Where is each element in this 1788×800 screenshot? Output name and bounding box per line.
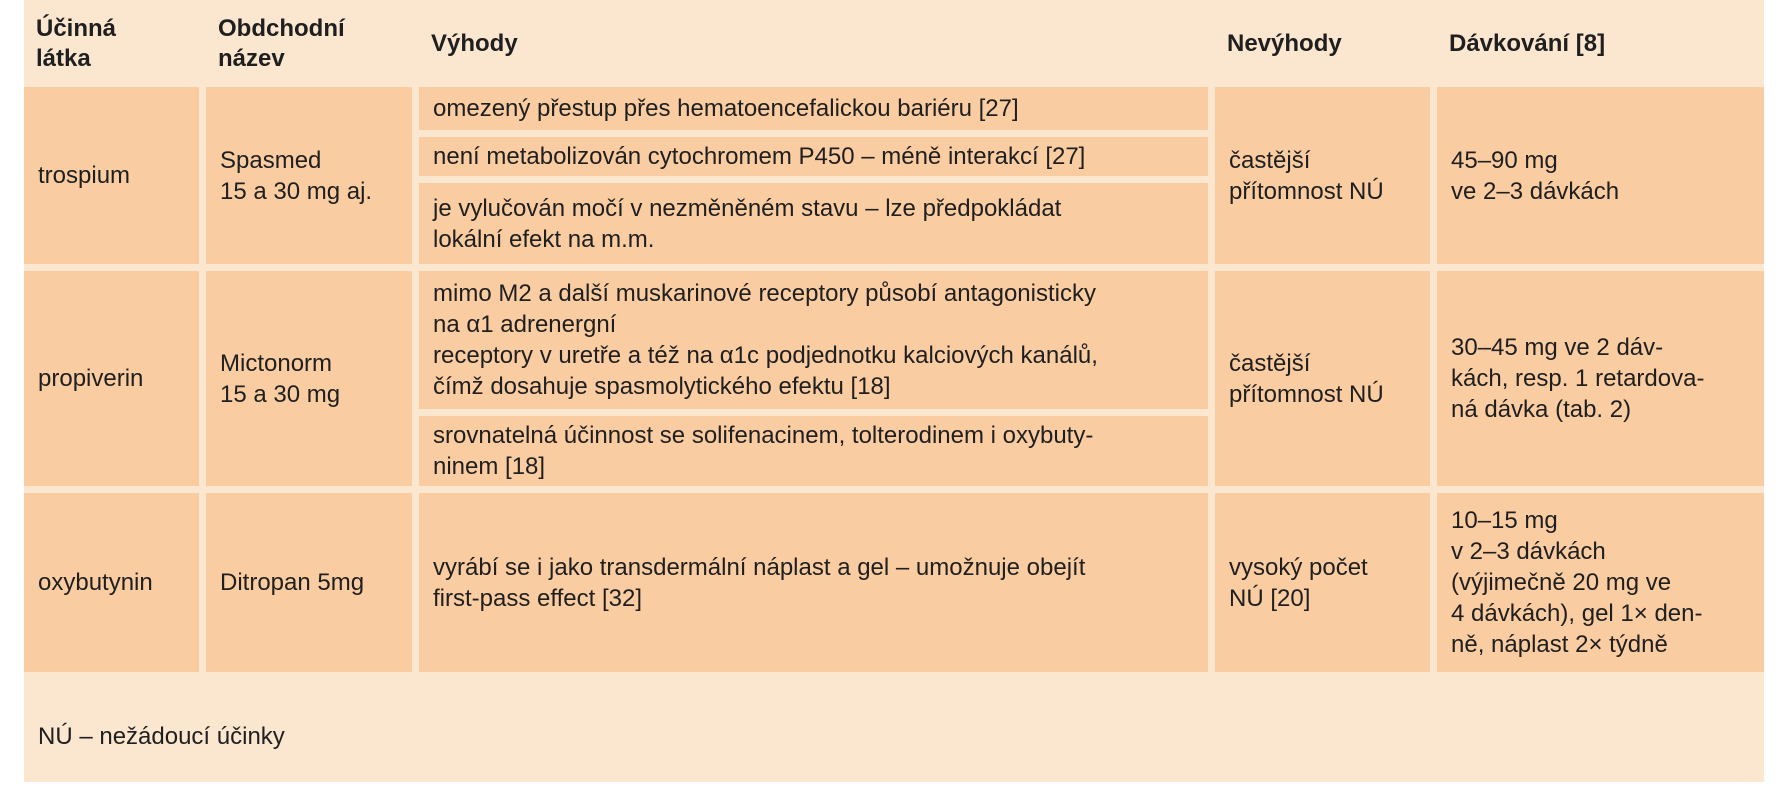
advantage-item: omezený přestup přes hematoencefalickou bariéru [27]	[419, 87, 1208, 130]
table-row-substance: trospium	[24, 87, 206, 271]
table-row-advantages	[419, 271, 1215, 493]
header-disadvantages: Nevýhody	[1227, 29, 1342, 57]
table-row-dosage: 10–15 mg v 2–3 dávkách (výjimečně 20 mg ve 4 dávkách), gel 1× den- ně, náplast 2× týdně	[1437, 493, 1764, 679]
header-advantages: Výhody	[431, 29, 518, 57]
header-dosage: Dávkování [8]	[1449, 29, 1606, 57]
table-row-trade-name: Mictonorm 15 a 30 mg	[206, 271, 419, 493]
table-row-substance: oxybutynin	[24, 493, 206, 679]
table-row-dosage: 45–90 mg ve 2–3 dávkách	[1437, 87, 1764, 271]
table-row-dosage: 30–45 mg ve 2 dáv- kách, resp. 1 retardova- ná dávka (tab. 2)	[1437, 271, 1764, 493]
table-row-substance: propiverin	[24, 271, 206, 493]
drug-table	[24, 0, 1764, 782]
advantage-item: není metabolizován cytochromem P450 – méně interakcí [27]	[419, 130, 1208, 176]
table-row-disadvantages: vysoký počet NÚ [20]	[1215, 493, 1437, 679]
table-row-trade-name: Spasmed 15 a 30 mg aj.	[206, 87, 419, 271]
table-row-disadvantages: častější přítomnost NÚ	[1215, 271, 1437, 493]
table-row-advantages: vyrábí se i jako transdermální náplast a gel – umožnuje obejít first-pass effect [32]	[419, 493, 1215, 679]
table-row-advantages	[419, 87, 1215, 271]
advantage-item: mimo M2 a další muskarinové receptory působí antagonisticky na α1 adrenergní receptory v uretře a též na α1c podjednotku kalciových kanálů, čímž dosahuje spasmolytického efektu [18]	[419, 271, 1208, 409]
footnote: NÚ – nežádoucí účinky	[38, 723, 285, 750]
table-row-disadvantages: častější přítomnost NÚ	[1215, 87, 1437, 271]
table-row-trade-name: Ditropan 5mg	[206, 493, 419, 679]
header-trade-name: Obdchodní název	[218, 14, 345, 72]
header-substance: Účinná látka	[36, 14, 117, 72]
advantage-item: srovnatelná účinnost se solifenacinem, tolterodinem i oxybuty- ninem [18]	[419, 409, 1208, 486]
table-grid	[24, 0, 1764, 679]
advantage-item: je vylučován močí v nezměněném stavu – lze předpokládat lokální efekt na m.m.	[419, 176, 1208, 264]
